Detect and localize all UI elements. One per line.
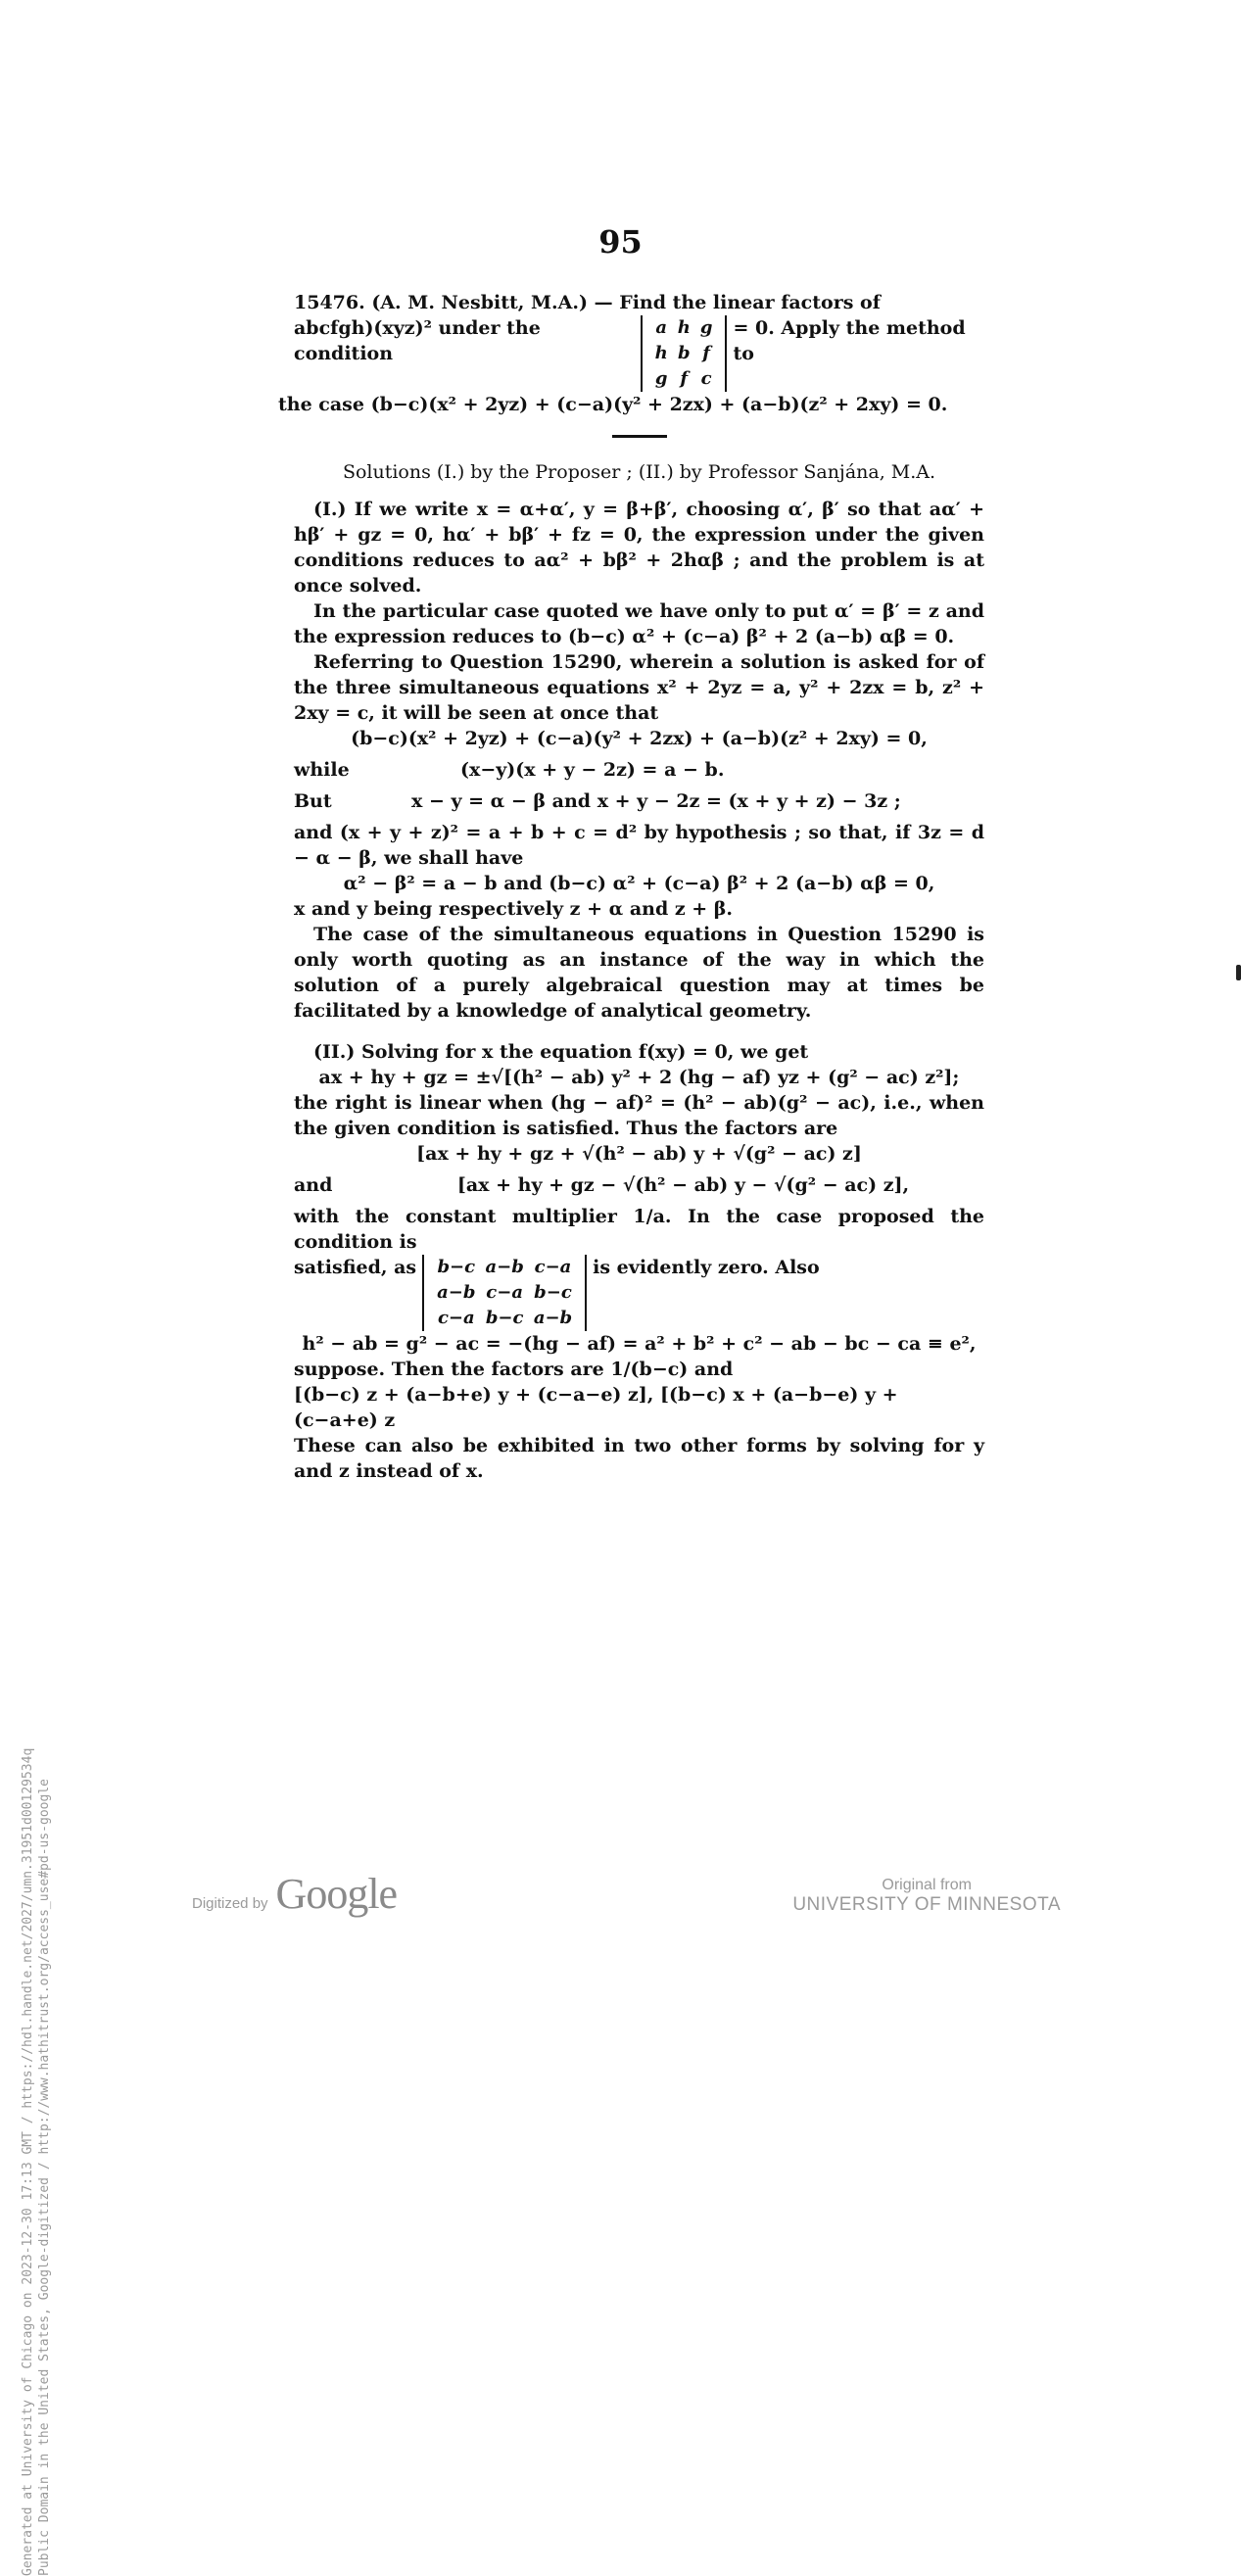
- det-cell: f: [702, 343, 711, 363]
- equation-row: [294, 757, 984, 783]
- sidebar-line-1: Generated at University of Chicago on 2023-12-30 17:13 GMT / https://hdl.handle.net/2027/umn.31951d00129534q: [21, 1747, 35, 2576]
- equation: (x−y)(x + y − 2z) = a − b.: [460, 759, 725, 781]
- question-line-2b: = 0. Apply the method to: [733, 317, 966, 364]
- det-cell: b−c: [437, 1257, 476, 1277]
- equation: h² − ab = g² − ac = −(hg − af) = a² + b² + c² − ab − bc − ca ≡ e²,: [302, 1333, 977, 1355]
- hathitrust-sidebar: [20, 813, 59, 2576]
- question-line-2a: abcfgh)(xyz)² under the condition: [294, 317, 541, 364]
- sidebar-line-2: Public Domain in the United States, Google-digitized / http://www.hathitrust.org/access_use#pd-us-google: [37, 1779, 52, 2576]
- question-condition-row: [294, 315, 984, 392]
- question-line-1: 15476. (A. M. Nesbitt, M.A.) — Find the linear factors of: [294, 292, 881, 313]
- solution-1-paragraph: Referring to Question 15290, wherein a solution is asked for of the three simultaneous equations x² + 2yz = a, y² + 2zx = b, z² + 2xy = c, it will be seen at once that: [294, 651, 984, 724]
- digitized-by-label: Digitized by: [192, 1895, 268, 1912]
- equation: [ax + hy + gz + √(h² − ab) y + √(g² − ac) z]: [416, 1143, 862, 1165]
- solution-2-paragraph: These can also be exhibited in two other forms by solving for y and z instead of x.: [294, 1435, 984, 1482]
- page-number: 95: [598, 223, 643, 261]
- equation-row: [294, 788, 984, 814]
- zero-determinant: [422, 1255, 587, 1331]
- solution-2-paragraph: suppose. Then the factors are 1/(b−c) and: [294, 1359, 734, 1380]
- question-line-3: the case (b−c)(x² + 2yz) + (c−a)(y² + 2zx) + (a−b)(z² + 2xy) = 0.: [278, 394, 948, 415]
- original-from-label: Original from: [882, 1877, 972, 1893]
- margin-mark: [1236, 965, 1241, 980]
- solution-2-text: is evidently zero. Also: [593, 1257, 820, 1278]
- solution-1-paragraph: (I.) If we write x = α+α′, y = β+β′, choosing α′, β′ so that aα′ + hβ′ + gz = 0, hα′ + bβ′ + fz = 0, the expression under the given conditions reduces to aα² + bβ² + 2hαβ ; and the problem is at once solved.: [294, 499, 984, 596]
- det-cell: g: [699, 317, 713, 338]
- determinant-row: [294, 1255, 984, 1331]
- equation-label: while: [294, 759, 350, 781]
- det-cell: c−a: [437, 1308, 475, 1328]
- equation: α² − β² = a − b and (b−c) α² + (c−a) β² + 2 (a−b) αβ = 0,: [343, 873, 935, 894]
- det-cell: a−b: [437, 1282, 476, 1303]
- det-cell: b−c: [485, 1308, 524, 1328]
- solution-2-paragraph: with the constant multiplier 1/a. In the case proposed the condition is: [294, 1206, 984, 1253]
- solutions-heading: Solutions (I.) by the Proposer ; (II.) by Professor Sanjána, M.A.: [342, 461, 936, 483]
- det-cell: c−a: [486, 1282, 523, 1303]
- university-name: UNIVERSITY OF MINNESOTA: [792, 1894, 1061, 1915]
- equation: (b−c)(x² + 2yz) + (c−a)(y² + 2zx) + (a−b)(z² + 2xy) = 0,: [351, 728, 928, 749]
- solution-1-paragraph: The case of the simultaneous equations in Question 15290 is only worth quoting as an instance of the way in which the solution of a purely algebraical question may at times be facilitated by a knowledge of analytical geometry.: [294, 924, 984, 1022]
- det-cell: f: [680, 368, 689, 389]
- solution-2-text: satisfied, as: [294, 1257, 417, 1278]
- equation-label: But: [294, 790, 332, 812]
- solution-2-paragraph: (II.) Solving for x the equation f(xy) = 0, we get: [313, 1041, 809, 1063]
- det-cell: h: [654, 343, 668, 363]
- det-cell: b−c: [534, 1282, 572, 1303]
- det-cell: c: [700, 368, 712, 389]
- digitized-by-google: [192, 1869, 397, 1919]
- det-cell: h: [677, 317, 691, 338]
- det-cell: g: [654, 368, 668, 389]
- solution-1-paragraph: and (x + y + z)² = a + b + c = d² by hypothesis ; so that, if 3z = d − α − β, we shall have: [294, 822, 984, 869]
- equation: x − y = α − β and x + y − 2z = (x + y + z) − 3z ;: [411, 790, 901, 812]
- google-logo: Google: [275, 1870, 398, 1918]
- equation: ax + hy + gz = ±√[(h² − ab) y² + 2 (hg − af) yz + (g² − ac) z²];: [318, 1067, 960, 1088]
- det-cell: c−a: [534, 1257, 572, 1277]
- page-body: [278, 290, 984, 1484]
- solution-2-paragraph: the right is linear when (hg − af)² = (h² − ab)(g² − ac), i.e., when the given condition is satisfied. Thus the factors are: [294, 1092, 984, 1139]
- det-cell: a−b: [533, 1308, 573, 1328]
- solution-1-paragraph: x and y being respectively z + α and z + β.: [294, 898, 734, 920]
- equation-label: and: [294, 1174, 333, 1196]
- det-cell: a−b: [485, 1257, 524, 1277]
- section-divider: [612, 435, 667, 438]
- equation: [ax + hy + gz − √(h² − ab) y − √(g² − ac) z],: [456, 1174, 910, 1196]
- det-cell: b: [678, 343, 691, 363]
- det-cell: a: [655, 317, 668, 338]
- equation-row: [294, 1172, 984, 1198]
- solution-1-paragraph: In the particular case quoted we have only to put α′ = β′ = z and the expression reduces to (b−c) α² + (c−a) β² + 2 (a−b) αβ = 0.: [294, 600, 984, 647]
- condition-determinant: [641, 315, 728, 392]
- equation: [(b−c) z + (a−b+e) y + (c−a−e) z], [(b−c) x + (a−b−e) y + (c−a+e) z: [294, 1384, 898, 1431]
- original-from: [792, 1877, 1061, 1916]
